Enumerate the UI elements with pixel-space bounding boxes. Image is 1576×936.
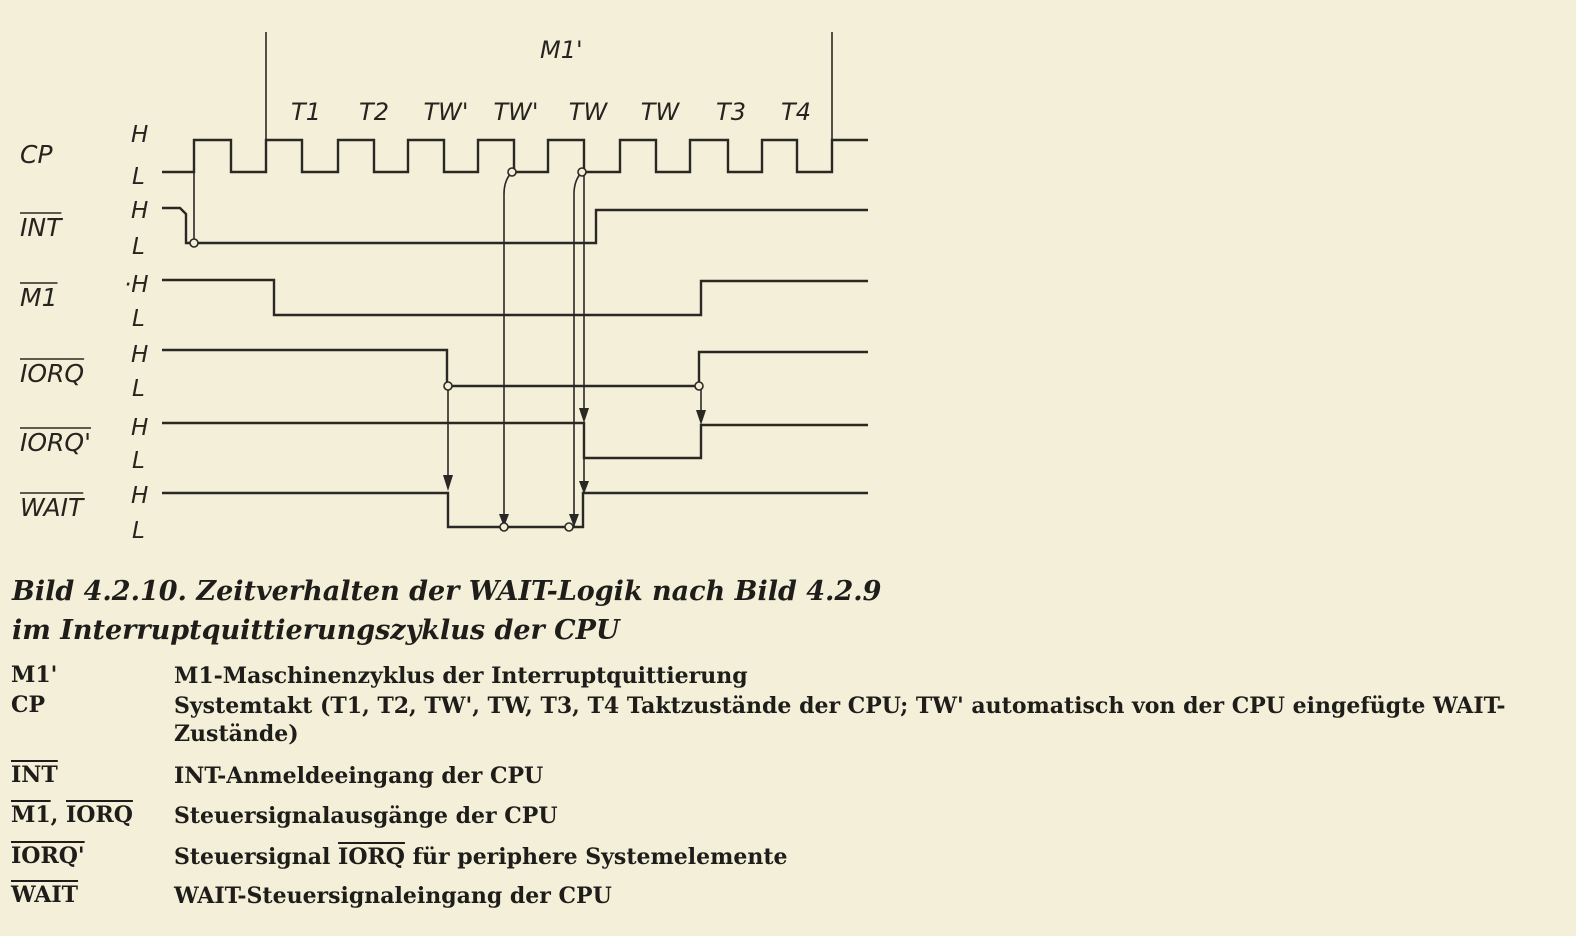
signal-name: IORQ'	[20, 428, 91, 457]
t-state-label: TW'	[423, 98, 469, 126]
cycle-label: M1'	[540, 36, 583, 64]
legend-text: WAIT-Steuersignaleingang der CPU	[174, 883, 612, 909]
level-low-marker: L	[132, 306, 145, 332]
level-low-marker: L	[132, 164, 145, 190]
legend-text: CP	[11, 692, 46, 718]
legend-text: Systemtakt (T1, T2, TW', TW, T3, T4 Taktzustände der CPU; TW' automatisch von der CPU eingefügte WAIT-Zustände)	[174, 693, 1506, 747]
legend-term	[11, 843, 85, 869]
level-high-marker: H	[131, 415, 149, 441]
level-high-marker: H	[131, 342, 149, 368]
t-state-label: T4	[781, 98, 811, 126]
t-state-label: TW	[568, 98, 608, 126]
legend-row	[11, 843, 1551, 871]
legend-text: INT-Anmeldeeingang der CPU	[174, 763, 544, 789]
t-state-label: T2	[359, 98, 389, 126]
legend-term	[11, 762, 58, 788]
level-high-marker: H	[131, 198, 149, 224]
level-high-marker: H	[131, 483, 149, 509]
legend-text: für periphere Systemelemente	[404, 844, 788, 870]
level-high-marker: ·H	[124, 272, 149, 298]
t-state-label: TW'	[493, 98, 539, 126]
caption-line-1: Bild 4.2.10. Zeitverhalten der WAIT-Logik nach Bild 4.2.9	[12, 576, 882, 607]
level-low-marker: L	[132, 234, 145, 260]
overlined-signal-text: M1	[11, 802, 51, 828]
legend-term	[11, 882, 78, 908]
overlined-signal-text: $\overline{INT}$	[11, 762, 58, 788]
overlined-signal-text: IORQ	[66, 802, 133, 828]
legend-text: M1'	[11, 662, 58, 688]
caption-line-2: im Interruptquittierungszyklus der CPU	[12, 615, 620, 646]
legend-row	[11, 882, 1551, 910]
legend-description	[174, 662, 1551, 690]
wait-waveform	[162, 493, 868, 527]
t-state-label: TW	[640, 98, 680, 126]
signal-name: IORQ	[20, 359, 85, 388]
legend-description	[174, 882, 1551, 910]
signal-name: M1	[20, 283, 58, 312]
figure-caption	[12, 572, 1012, 650]
legend-row	[11, 692, 1551, 748]
legend-term	[11, 692, 45, 718]
legend-description	[174, 843, 1551, 871]
t-state-label: T3	[716, 98, 746, 126]
legend-text: Steuersignalausgänge der CPU	[174, 803, 558, 829]
legend-text: ,	[50, 802, 66, 828]
overlined-signal-text: IORQ'	[11, 843, 85, 869]
signal-name: WAIT	[20, 493, 84, 522]
legend-description	[174, 802, 1551, 830]
legend-description	[174, 692, 1551, 748]
legend-term	[11, 662, 57, 688]
iorq-prime-waveform	[162, 423, 868, 458]
level-low-marker: L	[132, 518, 145, 544]
t-state-label: T1	[291, 98, 321, 126]
m1-waveform	[162, 280, 868, 315]
iorq-waveform	[162, 350, 868, 386]
legend-row	[11, 802, 1551, 830]
level-high-marker: H	[131, 122, 149, 148]
legend-row	[11, 662, 1551, 690]
t-state-labels	[291, 98, 811, 126]
legend-description	[174, 762, 1551, 790]
legend-text: M1-Maschinenzyklus der Interruptquittierung	[174, 663, 748, 689]
level-low-marker: L	[132, 448, 145, 474]
int-waveform	[162, 208, 868, 243]
signal-name: CP	[20, 140, 53, 169]
legend-term	[11, 802, 133, 828]
legend-row	[11, 762, 1551, 790]
legend-text: Steuersignal	[174, 844, 339, 870]
level-low-marker: L	[132, 376, 145, 402]
signal-labels	[20, 122, 149, 544]
overlined-signal-text: WAIT	[11, 882, 79, 908]
overlined-signal-text: IORQ	[338, 844, 405, 870]
signal-name: INT	[20, 213, 62, 242]
cp-waveform	[162, 140, 868, 172]
